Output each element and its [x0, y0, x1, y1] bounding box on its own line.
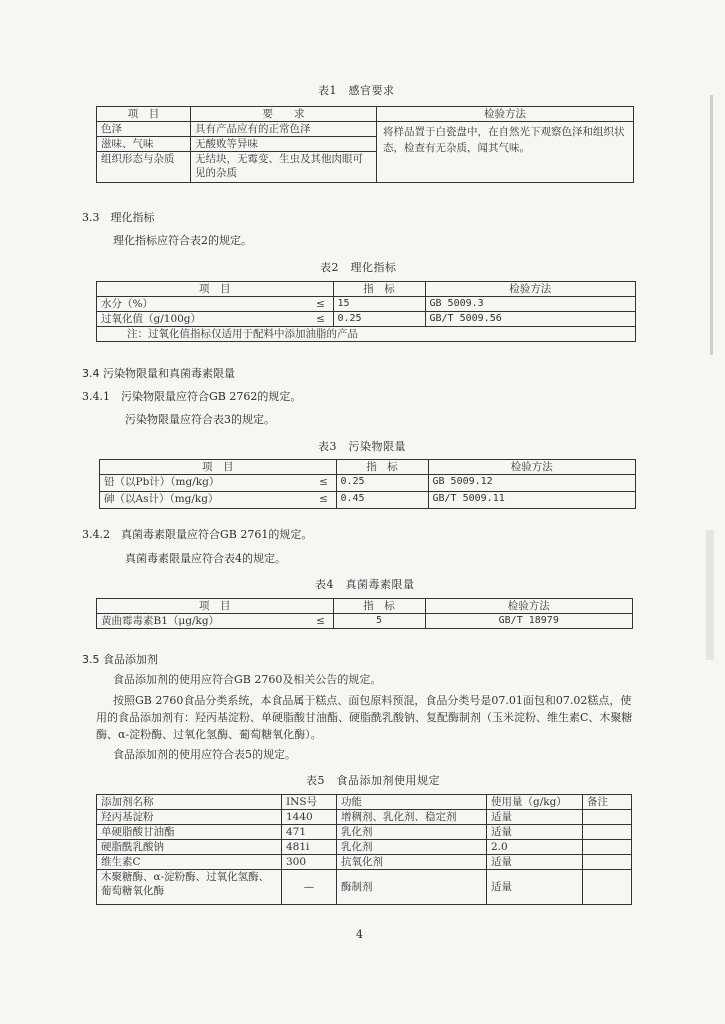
table5-row5-function: 酶制剂 — [337, 870, 487, 905]
table5-row1-amount: 适量 — [487, 810, 583, 825]
table4-row1-op: ≤ — [309, 614, 334, 629]
table5-row4-ins: 300 — [282, 855, 337, 870]
table5-row1-ins: 1440 — [282, 810, 337, 825]
table1-header-method: 检验方法 — [377, 107, 634, 122]
table1-row2-item: 滋味、气味 — [97, 137, 191, 152]
table2-note: 注：过氧化值指标仅适用于配料中添加油脂的产品 — [97, 327, 636, 342]
table-row — [97, 855, 632, 870]
section-3-5-para3: 食品添加剂的使用应符合表5的规定。 — [113, 748, 296, 761]
table5-row3-remark — [583, 840, 632, 855]
table5-row4-amount: 适量 — [487, 855, 583, 870]
table5-row5-name: 木聚糖酶、α-淀粉酶、过氧化氢酶、葡萄糖氧化酶 — [97, 870, 282, 905]
table3-row1-op: ≤ — [312, 475, 337, 492]
table2-row2-op: ≤ — [309, 312, 334, 327]
table1-row3-requirement: 无结块，无霉变、生虫及其他肉眼可见的杂质 — [191, 152, 377, 183]
table5-row3-name: 硬脂酰乳酸钠 — [97, 840, 282, 855]
table2-header-item: 项 目 — [97, 282, 334, 297]
table5-row1-name: 羟丙基淀粉 — [97, 810, 282, 825]
table1-row2-requirement: 无酸败等异味 — [191, 137, 377, 152]
table1-header-requirement: 要 求 — [191, 107, 377, 122]
table-row — [100, 475, 636, 492]
table5-header-amount: 使用量（g/kg） — [487, 795, 583, 810]
table3 — [99, 459, 636, 509]
table-row — [97, 825, 632, 840]
table5-row2-name: 单硬脂酸甘油酯 — [97, 825, 282, 840]
table5-row4-remark — [583, 855, 632, 870]
table-row — [97, 297, 636, 312]
table4-header-item: 项 目 — [97, 599, 334, 614]
table3-caption: 表3 污染物限量 — [318, 440, 406, 453]
section-3-5-heading: 3.5 食品添加剂 — [82, 653, 158, 666]
table1 — [96, 106, 634, 183]
section-3-5-para2: 按照GB 2760食品分类系统，本食品属于糕点、面包原料预混，食品分类号是07.01面包和07.02糕点，使用的食品添加剂有：羟丙基淀粉、单硬脂酸甘油酯、硬脂酰乳酸钠、复配酶制剂（玉米淀粉、维生素C、木聚糖酶、α-淀粉酶、过氧化氢酶、葡萄糖氧化酶）。 — [96, 694, 633, 741]
table3-row2-op: ≤ — [312, 492, 337, 509]
section-3-3-text: 理化指标应符合表2的规定。 — [113, 234, 252, 247]
table2-header-value: 指 标 — [333, 282, 425, 297]
table3-row2-value: 0.45 — [336, 492, 428, 509]
table2-row1-item: 水分（%） — [97, 297, 309, 312]
table4 — [96, 598, 633, 629]
section-3-3-heading: 3.3 理化指标 — [82, 211, 155, 224]
table2-row1-value: 15 — [333, 297, 425, 312]
table3-row1-method: GB 5009.12 — [428, 475, 636, 492]
table2-row2-item: 过氧化值（g/100g） — [97, 312, 309, 327]
table-row — [97, 810, 632, 825]
table-row — [100, 492, 636, 509]
table5 — [96, 794, 632, 905]
table4-row1-method: GB/T 18979 — [425, 614, 633, 629]
table3-header-method: 检验方法 — [428, 460, 636, 475]
table5-row3-function: 乳化剂 — [337, 840, 487, 855]
table1-row3-item: 组织形态与杂质 — [97, 152, 191, 183]
table5-header-function: 功能 — [337, 795, 487, 810]
table5-row2-function: 乳化剂 — [337, 825, 487, 840]
table3-row2-item: 砷（以As计）（mg/kg） — [100, 492, 312, 509]
table1-method: 将样品置于白瓷盘中，在自然光下观察色泽和组织状态，检查有无杂质，闻其气味。 — [377, 122, 634, 183]
table1-row1-requirement: 具有产品应有的正常色泽 — [191, 122, 377, 137]
table-row — [97, 840, 632, 855]
page-number: 4 — [356, 928, 363, 941]
table5-row3-ins: 481i — [282, 840, 337, 855]
section-3-4-2-text: 真菌毒素限量应符合表4的规定。 — [125, 552, 286, 565]
section-3-4-1-text: 污染物限量应符合表3的规定。 — [125, 413, 275, 426]
table2 — [96, 281, 636, 342]
scan-edge-mark — [710, 95, 713, 355]
table2-header-method: 检验方法 — [425, 282, 636, 297]
table5-row1-function: 增稠剂、乳化剂、稳定剂 — [337, 810, 487, 825]
table4-row1-item: 黄曲霉毒素B1（μg/kg） — [97, 614, 309, 629]
section-3-4-1: 3.4.1 污染物限量应符合GB 2762的规定。 — [82, 390, 302, 403]
table3-row1-item: 铅（以Pb计）（mg/kg） — [100, 475, 312, 492]
table5-row2-amount: 适量 — [487, 825, 583, 840]
table3-header-value: 指 标 — [336, 460, 428, 475]
table4-row1-value: 5 — [333, 614, 425, 629]
table5-row5-ins: — — [282, 870, 337, 905]
table4-caption: 表4 真菌毒素限量 — [315, 578, 415, 591]
table2-row2-value: 0.25 — [333, 312, 425, 327]
table5-row5-remark — [583, 870, 632, 905]
table5-row5-amount: 适量 — [487, 870, 583, 905]
table5-header-name: 添加剂名称 — [97, 795, 282, 810]
table2-caption: 表2 理化指标 — [320, 261, 397, 274]
table3-row1-value: 0.25 — [336, 475, 428, 492]
table3-row2-method: GB/T 5009.11 — [428, 492, 636, 509]
table5-row2-remark — [583, 825, 632, 840]
table1-row1-item: 色泽 — [97, 122, 191, 137]
table5-row2-ins: 471 — [282, 825, 337, 840]
section-3-5-para1: 食品添加剂的使用应符合GB 2760及相关公告的规定。 — [113, 673, 382, 686]
table5-row1-remark — [583, 810, 632, 825]
table-row — [97, 614, 633, 629]
table5-row4-name: 维生素C — [97, 855, 282, 870]
table2-row1-method: GB 5009.3 — [425, 297, 636, 312]
table5-row3-amount: 2.0 — [487, 840, 583, 855]
table5-caption: 表5 食品添加剂使用规定 — [306, 774, 440, 787]
table4-header-value: 指 标 — [333, 599, 425, 614]
table-row — [97, 312, 636, 327]
section-3-4-heading: 3.4 污染物限量和真菌毒素限量 — [82, 367, 235, 380]
table5-header-ins: INS号 — [282, 795, 337, 810]
table1-caption: 表1 感官要求 — [318, 84, 395, 97]
table2-row2-method: GB/T 5009.56 — [425, 312, 636, 327]
table4-header-method: 检验方法 — [425, 599, 633, 614]
table5-row4-function: 抗氧化剂 — [337, 855, 487, 870]
table-row — [97, 870, 632, 905]
binding-stamp-mark — [706, 530, 714, 660]
table3-header-item: 项 目 — [100, 460, 337, 475]
table2-row1-op: ≤ — [309, 297, 334, 312]
table1-header-item: 项 目 — [97, 107, 191, 122]
section-3-4-2: 3.4.2 真菌毒素限量应符合GB 2761的规定。 — [82, 528, 313, 541]
table5-header-remark: 备注 — [583, 795, 632, 810]
